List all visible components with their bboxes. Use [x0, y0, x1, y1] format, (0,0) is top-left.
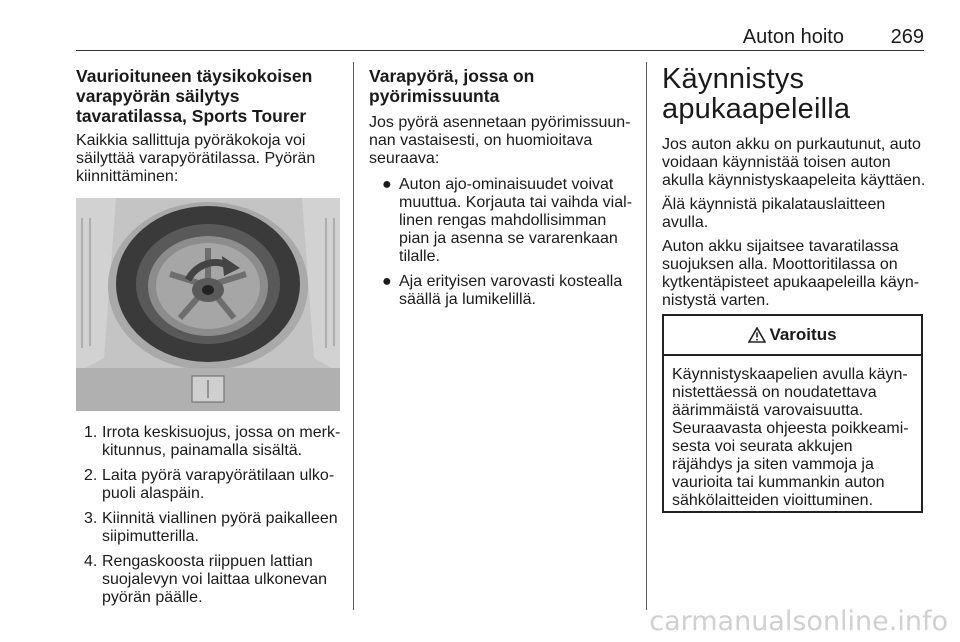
- section-heading: Vaurioituneen täysikokoisen varapyörän säilytys tavaratilassa, Sports Tourer: [76, 66, 313, 126]
- paragraph: Auton akku sijaitsee tavaratilassa suojuksen alla. Moottoritilassa on kytkentäpisteet apukaapeleilla käynnistystä varten.: [662, 238, 920, 309]
- column-1: [76, 66, 342, 186]
- steps-list: [76, 424, 342, 614]
- column-divider: [646, 62, 647, 610]
- warning-title: Varoitus: [769, 325, 837, 344]
- list-item: [76, 510, 342, 546]
- step-number: 3.: [84, 510, 98, 527]
- watermark: [0, 606, 960, 637]
- step-text: Irrota keskisuojus, jossa on merkkitunnus, painamalla sisältä.: [102, 424, 341, 459]
- bullet-list: [369, 176, 633, 309]
- step-text: Kiinnitä viallinen pyörä paikalleen siipimutterilla.: [102, 510, 338, 545]
- list-item: [76, 467, 342, 503]
- column-2: [369, 66, 633, 316]
- list-item: [76, 424, 342, 460]
- warning-triangle-icon: [748, 327, 766, 343]
- list-item: [76, 553, 342, 607]
- warning-box: [662, 314, 923, 513]
- bullet-icon: ●: [382, 273, 392, 290]
- section-title: Auton hoito: [742, 26, 844, 48]
- warning-header: [664, 316, 921, 356]
- bullet-text: Aja erityisen varovasti kostealla säällä ja lumikelillä.: [399, 273, 623, 308]
- bullet-text: Auton ajo-ominaisuudet voivat muuttua. Korjauta tai vaihda viallinen rengas mahdollisimman pian ja asenna se vararenkaan tilalle.: [399, 176, 633, 265]
- step-number: 4.: [84, 553, 98, 570]
- page-header: [76, 24, 924, 50]
- intro-paragraph: Jos pyörä asennetaan pyörimissuunnan vastaisesti, on huomioitava seuraava:: [369, 114, 631, 167]
- section-heading: Käynnistys apukaapeleilla: [662, 63, 851, 125]
- section-heading: Varapyörä, jossa on pyörimissuunta: [369, 66, 535, 106]
- step-text: Laita pyörä varapyörätilaan ulkopuoli alaspäin.: [102, 467, 335, 502]
- intro-paragraph: Kaikkia sallittuja pyöräkokoja voi säilyttää varapyörätilassa. Pyörän kiinnittäminen:: [76, 132, 316, 185]
- step-text: Rengaskoosta riippuen lattian suojalevyn voi laittaa ulkonevan pyörän päälle.: [102, 553, 328, 606]
- watermark-text: carmanualsonline.info: [649, 606, 948, 637]
- step-number: 1.: [84, 424, 98, 441]
- bullet-icon: ●: [382, 176, 392, 193]
- paragraph: Jos auton akku on purkautunut, auto voidaan käynnistää toisen auton akulla käynnistyskaapeleita käyttäen.: [662, 136, 926, 189]
- step-number: 2.: [84, 467, 98, 484]
- list-item: [369, 273, 633, 309]
- column-divider: [353, 62, 354, 610]
- spare-wheel-illustration: [76, 198, 340, 411]
- page-number: 269: [890, 26, 924, 48]
- header-rule: [76, 50, 924, 51]
- warning-text: Käynnistyskaapelien avulla käynnistettäessä on noudatettava äärimmäistä varovaisuutta. Seuraavasta ohjeesta poikkeamisesta voi seurata akkujen räjähdys ja siten vammoja ja vaurioita tai kummankin auton sähkölaitteiden vioittuminen.: [672, 366, 909, 509]
- paragraph: Älä käynnistä pikalatauslaitteen avulla.: [662, 196, 886, 231]
- column-3: [662, 64, 926, 310]
- list-item: [369, 176, 633, 266]
